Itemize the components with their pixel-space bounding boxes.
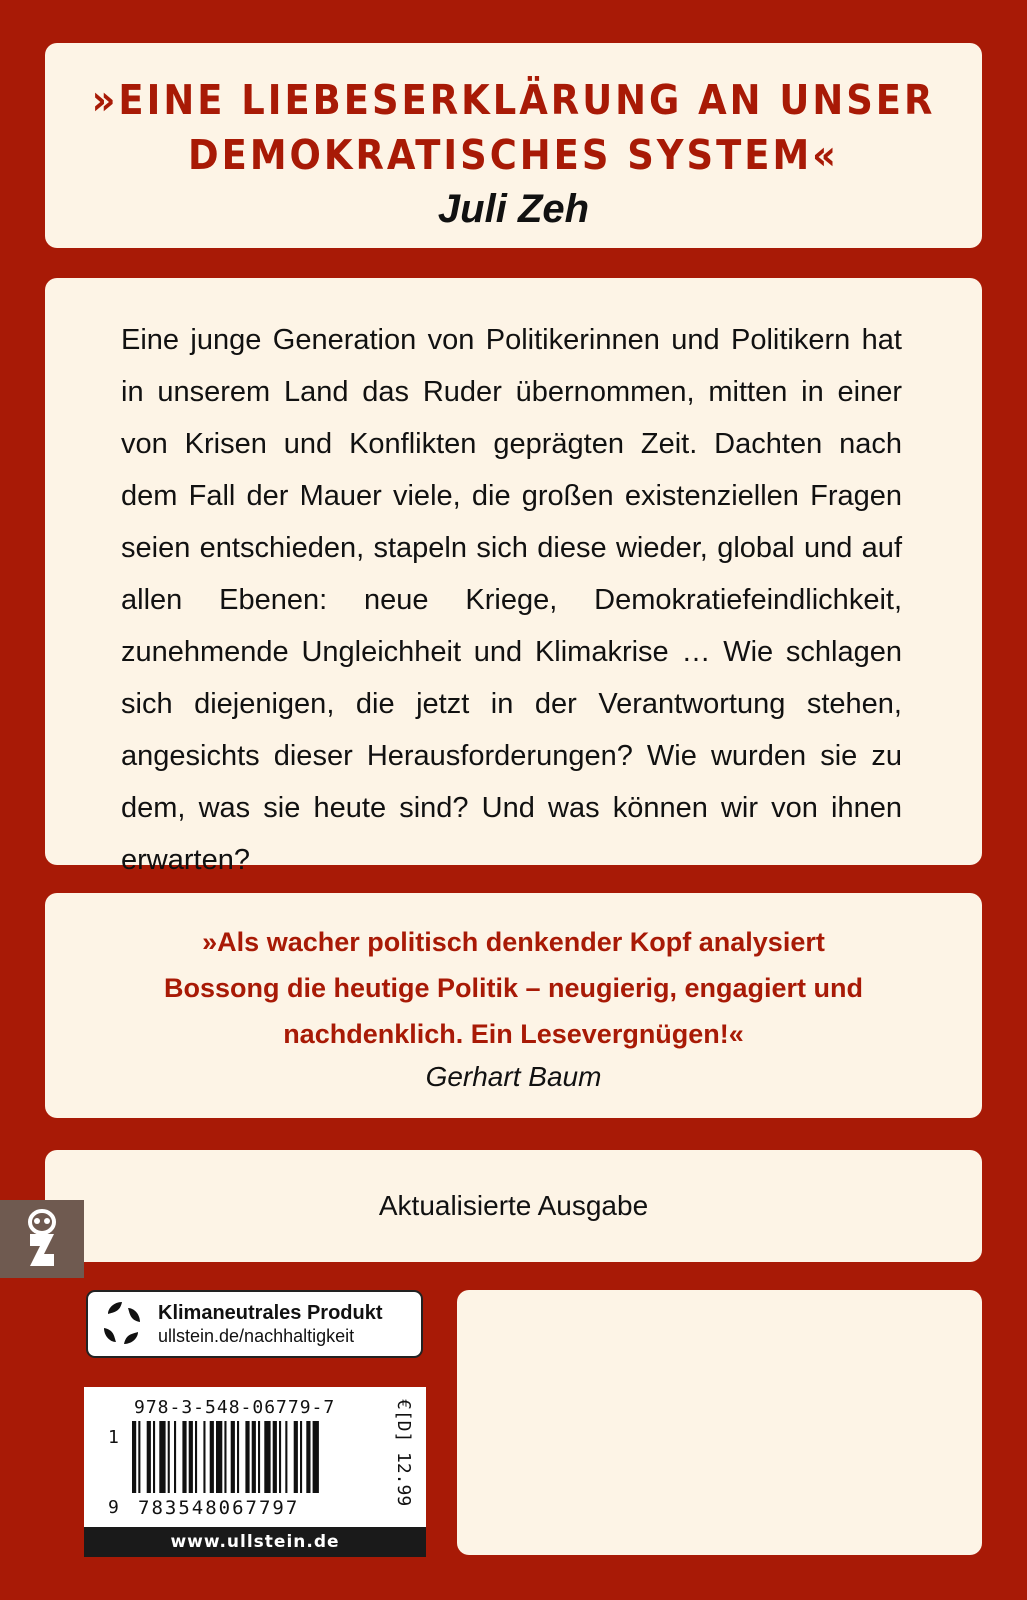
leaf-cycle-icon: [94, 1296, 150, 1352]
review-quote-line-3: nachdenklich. Ein Lesevergnügen!«: [283, 1019, 744, 1049]
review-quote-panel: [45, 893, 982, 1118]
top-quote-panel: [45, 43, 982, 248]
edition-panel: [45, 1150, 982, 1262]
currency-label: €[D]: [393, 1399, 414, 1443]
review-quote: [45, 919, 982, 1057]
climate-neutral-badge: [86, 1290, 423, 1358]
barcode-lead-digit-top: 1: [108, 1427, 119, 1448]
climate-url: ullstein.de/nachhaltigkeit: [158, 1326, 355, 1346]
headline-line-2: DEMOKRATISCHES SYSTEM«: [188, 131, 839, 179]
barcode-lead-digit-bottom: 9: [108, 1497, 119, 1518]
edition-label: Aktualisierte Ausgabe: [378, 1190, 649, 1221]
headline-line-1: »EINE LIEBESERKLÄRUNG AN UNSER: [91, 76, 936, 124]
review-quote-line-1: »Als wacher politisch denkender Kopf analysiert: [202, 927, 825, 957]
publisher-logo: [0, 1200, 84, 1278]
price-value: 12.99: [393, 1452, 414, 1507]
barcode-bars: [132, 1421, 372, 1493]
climate-title: Klimaneutrales Produkt: [158, 1302, 383, 1324]
publisher-website: www.ullstein.de: [84, 1527, 426, 1557]
ean-digits: 783548067797: [138, 1497, 300, 1519]
isbn-number: 978-3-548-06779-7: [134, 1397, 336, 1418]
blurb-panel: [45, 278, 982, 876]
quote-author-bottom: Gerhart Baum: [425, 1061, 602, 1092]
headline: [45, 73, 982, 183]
empty-panel: [457, 1290, 982, 1555]
price-label: [384, 1399, 414, 1519]
review-quote-line-2: Bossong die heutige Politik – neugierig, engagiert und: [163, 973, 864, 1003]
owl-icon: [22, 1208, 62, 1270]
quote-author-top: Juli Zeh: [437, 187, 590, 231]
barcode-block: [84, 1387, 426, 1557]
blurb-text: Eine junge Generation von Politikerinnen und Politikern hat in unserem Land das Ruder übernommen, mitten in einer von Krisen und Konflikten geprägten Zeit. Dachten nach dem Fall der Mauer viele, die großen existenziellen Fragen seien entschieden, stapeln sich diese wieder, global und auf allen Ebenen: neue Kriege, Demokratiefeindlichkeit, zunehmende Ungleichheit und Klimakrise … Wie schlagen sich diejenigen, die jetzt in der Verantwortung stehen, angesichts dieser Herausforderungen? Wie wurden sie zu dem, was sie heute sind? Und was können wir von ihnen erwarten?: [121, 324, 902, 876]
